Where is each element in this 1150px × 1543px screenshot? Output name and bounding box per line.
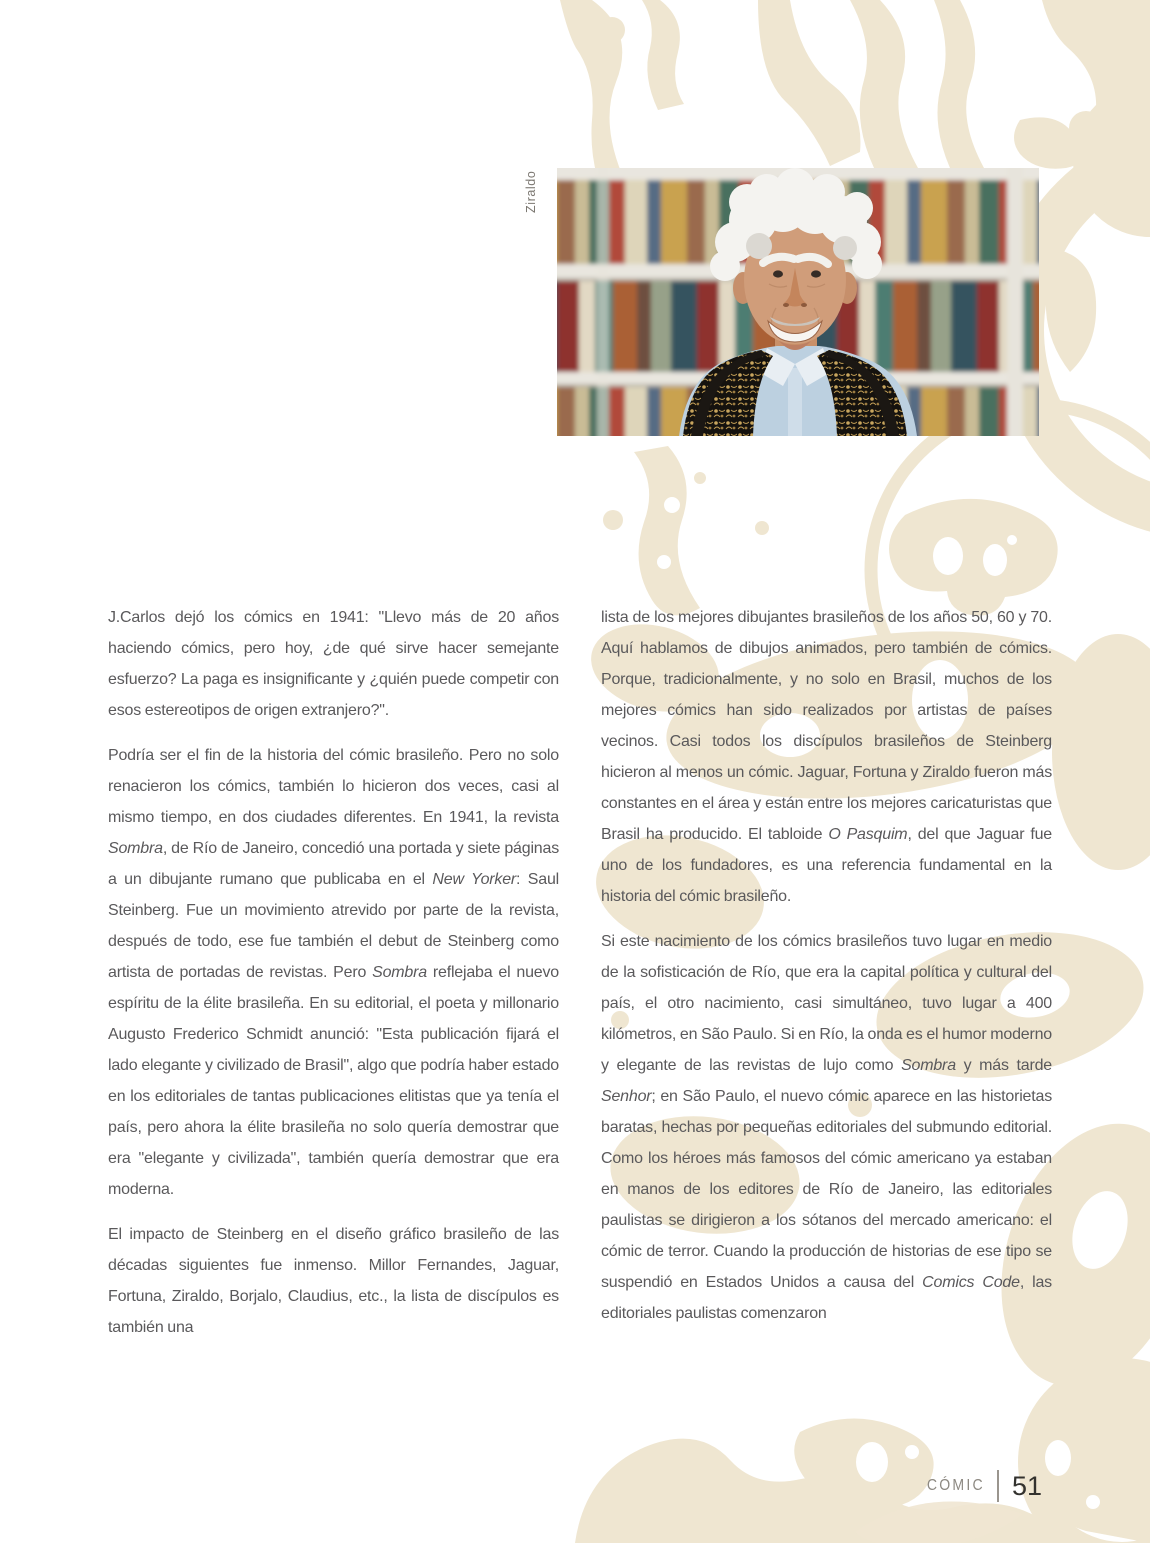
page-footer [919, 1470, 1042, 1502]
paragraph [108, 740, 559, 1205]
italic-text: Sombra [108, 840, 163, 857]
text-run: J.Carlos dejó los cómics en 1941: "Llevo más de 20 años haciendo cómics, pero hoy, ¿de qué sirve hacer semejante esfuerzo? La paga es insignificante y ¿quién puede competir con esos estereotipos de origen extranjero?". [108, 609, 559, 719]
paragraph [108, 602, 559, 726]
left-column [108, 602, 559, 1343]
page-number: 51 [1011, 1470, 1042, 1501]
italic-text: New Yorker [432, 871, 517, 888]
ziraldo-photo [557, 168, 1039, 436]
photo-credit-caption: Ziraldo [524, 170, 538, 213]
right-column [601, 602, 1052, 1343]
italic-text: O Pasquim [828, 826, 908, 843]
text-run: y más tarde [955, 1057, 1052, 1074]
paragraph [601, 602, 1052, 912]
text-run: ; en São Paulo, el nuevo cómic aparece en las historietas baratas, hechas por pequeñas editoriales del submundo editorial. Como los héroes más famosos del cómic americano ya estaban en manos de los editores de Río de Janeiro, las editoriales paulistas se dirigieron a los sótanos del mercado americano: el cómic de terror. Cuando la producción de historias de ese tipo se suspendió en Estados Unidos a causa del [601, 1088, 1052, 1291]
text-run: , de Río de Janeiro, concedió una portada y siete páginas a un dibujante rumano que publicaba en el [108, 840, 559, 888]
paragraph [108, 1219, 559, 1343]
text-run: , del que Jaguar fue uno de los fundadores, es una referencia fundamental en la historia del cómic brasileño. [601, 826, 1052, 905]
text-run: Podría ser el fin de la historia del cómic brasileño. Pero no solo renacieron los cómics, también lo hicieron dos veces, casi al mismo tiempo, en dos ciudades diferentes. En 1941, la revista [108, 747, 559, 826]
text-run: reflejaba el nuevo espíritu de la élite brasileña. En su editorial, el poeta y millonario Augusto Frederico Schmidt anunció: "Esta publicación fijará el lado elegante y civilizado de Brasil", algo que podría haber estado en los editoriales de tantas publicaciones elitistas que ya tenía el país, pero ahora la élite brasileña no solo quería demostrar que era "elegante y civilizada", también quería demostrar que era moderna. [108, 964, 559, 1198]
text-run: Si este nacimiento de los cómics brasileños tuvo lugar en medio de la sofisticación de Río, que era la capital política y cultural del país, el otro nacimiento, casi simultáneo, tuvo lugar a 400 kilómetros, en São Paulo. Si en Río, la onda es el humor moderno y elegante de las revistas de lujo como [601, 933, 1052, 1074]
italic-text: Sombra [901, 1057, 956, 1074]
text-run: lista de los mejores dibujantes brasileños de los años 50, 60 y 70. Aquí hablamos de dibujos animados, pero también de cómics. Porque, tradicionalmente, y no solo en Brasil, muchos de los mejores cómics han sido realizados por artistas de países vecinos. Casi todos los discípulos brasileños de Steinberg hicieron al menos un cómic. Jaguar, Fortuna y Ziraldo fueron más constantes en el área y están entre los mejores caricaturistas que Brasil ha producido. El tabloide [601, 609, 1052, 843]
text-run: El impacto de Steinberg en el diseño gráfico brasileño de las décadas siguientes fue inmenso. Millor Fernandes, Jaguar, Fortuna, Ziraldo, Borjalo, Claudius, etc., la lista de discípulos es también una [108, 1226, 559, 1336]
footer-divider-rule [997, 1470, 999, 1502]
italic-text: Sombra [372, 964, 427, 981]
italic-text: Senhor [601, 1088, 652, 1105]
text-run: : Saul Steinberg. Fue un movimiento atrevido por parte de la revista, después de todo, ese fue también el debut de Steinberg como artista de portadas de revistas. Pero [108, 871, 559, 981]
section-label: CÓMIC [926, 1477, 985, 1494]
article-body [108, 602, 1052, 1343]
text-run: , las editoriales paulistas comenzaron [601, 1274, 1052, 1322]
italic-text: Comics Code [922, 1274, 1020, 1291]
paragraph [601, 926, 1052, 1329]
